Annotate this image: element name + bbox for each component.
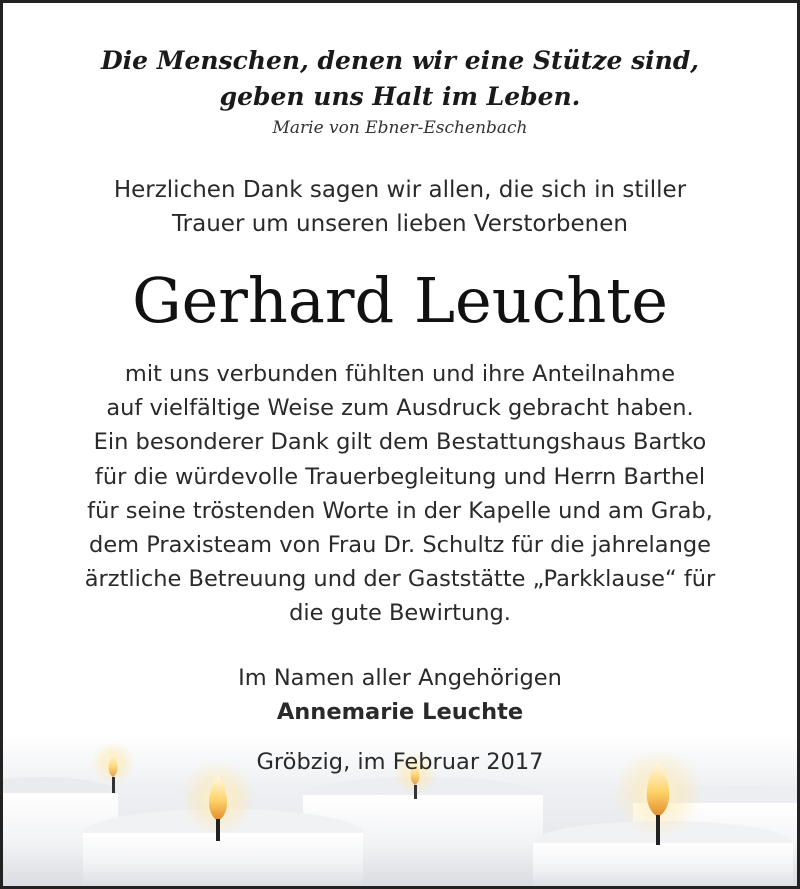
on-behalf-text: Im Namen aller Angehörigen [238,665,562,691]
quote-line-1: Die Menschen, denen wir eine Stütze sind, [101,46,699,75]
quote-author: Marie von Ebner-Eschenbach [272,118,528,138]
intro-line-1: Herzlichen Dank sagen wir allen, die sich in stiller [113,177,687,203]
quote [3,43,797,115]
body-line-7: ärztliche Betreuung und der Gaststätte „Parkklause“ für [84,566,716,593]
intro-line-2: Trauer um unseren lieben Verstorbenen [172,211,628,237]
closing-block [3,661,797,729]
intro-text [3,173,797,241]
body-line-2: auf vielfältige Weise zum Ausdruck gebracht haben. [106,395,694,422]
place-date: Gröbzig, im Februar 2017 [256,749,544,775]
body-line-6: dem Praxisteam von Frau Dr. Schultz für die jahrelange [89,532,711,559]
signer-name: Annemarie Leuchte [276,699,524,725]
body-line-8: die gute Bewirtung. [289,600,511,627]
quote-line-2: geben uns Halt im Leben. [219,82,581,111]
body-line-4: für die würdevolle Trauerbegleitung und Herrn Barthel [94,463,706,490]
body-line-5: für seine tröstenden Worte in der Kapelle und am Grab, [87,497,713,524]
body-line-3: Ein besonderer Dank gilt dem Bestattungshaus Bartko [93,429,707,456]
thanks-body [3,357,797,631]
deceased-name: Gerhard Leuchte [132,264,668,337]
body-line-1: mit uns verbunden fühlten und ihre Anteilnahme [124,361,676,387]
